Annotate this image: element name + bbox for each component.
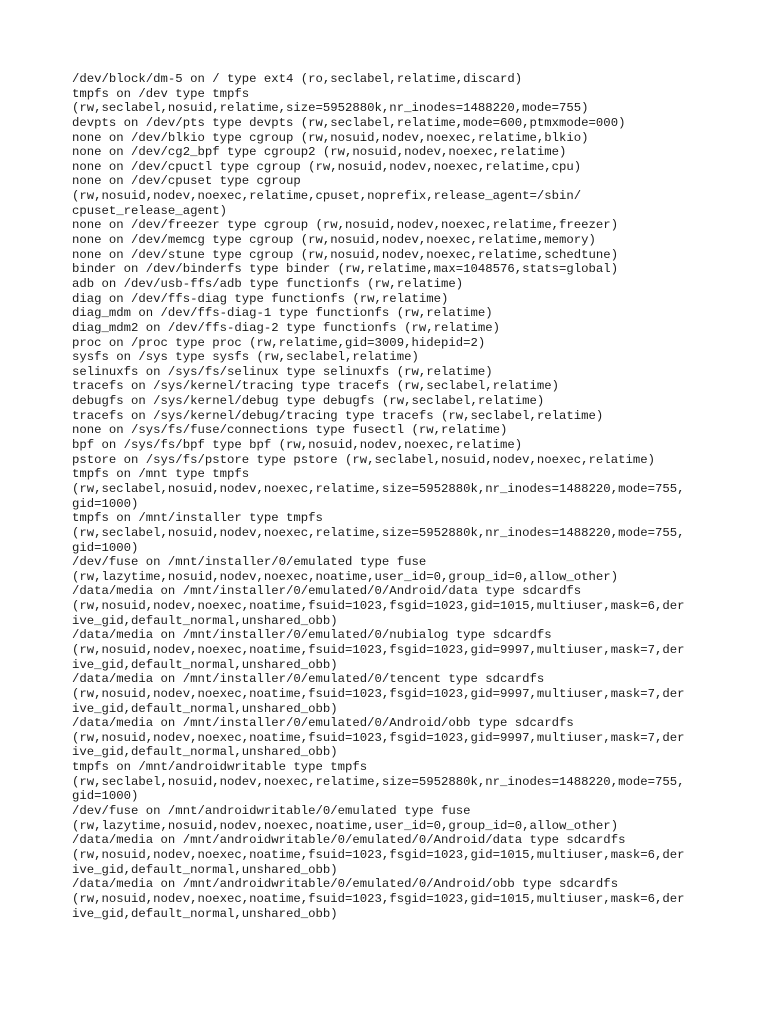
mount-line: /data/media on /mnt/installer/0/emulated/0/nubialog type sdcardfs (72, 628, 552, 643)
mount-line: adb on /dev/usb-ffs/adb type functionfs (rw,relatime) (72, 276, 464, 291)
mount-line: /dev/fuse on /mnt/installer/0/emulated type fuse (72, 555, 427, 570)
mount-line: (rw,seclabel,nosuid,nodev,noexec,relatime,size=5952880k,nr_inodes=1488220,mode=755, (72, 774, 685, 789)
mount-line: /dev/block/dm-5 on / type ext4 (ro,seclabel,relatime,discard) (72, 72, 523, 86)
mount-line: none on /dev/memcg type cgroup (rw,nosuid,nodev,noexec,relatime,memory) (72, 233, 596, 248)
mount-line: devpts on /dev/pts type devpts (rw,seclabel,relatime,mode=600,ptmxmode=000) (72, 115, 626, 130)
mount-line: none on /dev/stune type cgroup (rw,nosuid,nodev,noexec,relatime,schedtune) (72, 247, 619, 262)
mount-listing (72, 72, 702, 921)
mount-line: (rw,lazytime,nosuid,nodev,noexec,noatime,user_id=0,group_id=0,allow_other) (72, 818, 619, 833)
mount-line: diag on /dev/ffs-diag type functionfs (rw,relatime) (72, 291, 449, 306)
mount-line: ive_gid,default_normal,unshared_obb) (72, 745, 338, 760)
mount-line: ive_gid,default_normal,unshared_obb) (72, 613, 338, 628)
mount-line: none on /dev/cg2_bpf type cgroup2 (rw,nosuid,nodev,noexec,relatime) (72, 145, 567, 160)
mount-line: (rw,nosuid,nodev,noexec,noatime,fsuid=1023,fsgid=1023,gid=1015,multiuser,mask=6,der (72, 891, 685, 906)
mount-line: /dev/fuse on /mnt/androidwritable/0/emulated type fuse (72, 804, 471, 819)
mount-line: none on /dev/freezer type cgroup (rw,nosuid,nodev,noexec,relatime,freezer) (72, 218, 619, 233)
mount-line: tmpfs on /dev type tmpfs (72, 86, 250, 101)
mount-line: tmpfs on /mnt type tmpfs (72, 467, 250, 482)
mount-line: tracefs on /sys/kernel/tracing type tracefs (rw,seclabel,relatime) (72, 379, 560, 394)
mount-line: cpuset_release_agent) (72, 203, 227, 218)
mount-line: ive_gid,default_normal,unshared_obb) (72, 862, 338, 877)
mount-line: sysfs on /sys type sysfs (rw,seclabel,relatime) (72, 350, 419, 365)
mount-line: ive_gid,default_normal,unshared_obb) (72, 657, 338, 672)
mount-line: /data/media on /mnt/installer/0/emulated/0/Android/data type sdcardfs (72, 584, 582, 599)
mount-line: selinuxfs on /sys/fs/selinux type selinuxfs (rw,relatime) (72, 364, 493, 379)
mount-line: /data/media on /mnt/androidwritable/0/emulated/0/Android/obb type sdcardfs (72, 877, 619, 892)
mount-line: debugfs on /sys/kernel/debug type debugfs (rw,seclabel,relatime) (72, 394, 545, 409)
mount-line: (rw,nosuid,nodev,noexec,noatime,fsuid=1023,fsgid=1023,gid=9997,multiuser,mask=7,der (72, 730, 685, 745)
mount-line: none on /dev/cpuset type cgroup (72, 174, 301, 189)
mount-line: (rw,nosuid,nodev,noexec,noatime,fsuid=1023,fsgid=1023,gid=9997,multiuser,mask=7,der (72, 686, 685, 701)
mount-line: (rw,nosuid,nodev,noexec,relatime,cpuset,noprefix,release_agent=/sbin/ (72, 189, 582, 204)
mount-line: binder on /dev/binderfs type binder (rw,relatime,max=1048576,stats=global) (72, 262, 619, 277)
mount-line: (rw,seclabel,nosuid,relatime,size=5952880k,nr_inodes=1488220,mode=755) (72, 101, 589, 116)
mount-line: none on /dev/blkio type cgroup (rw,nosuid,nodev,noexec,relatime,blkio) (72, 130, 589, 145)
mount-line: (rw,seclabel,nosuid,nodev,noexec,relatime,size=5952880k,nr_inodes=1488220,mode=755, (72, 481, 685, 496)
mount-line: (rw,lazytime,nosuid,nodev,noexec,noatime,user_id=0,group_id=0,allow_other) (72, 569, 619, 584)
mount-line: diag_mdm on /dev/ffs-diag-1 type functionfs (rw,relatime) (72, 306, 493, 321)
mount-line: bpf on /sys/fs/bpf type bpf (rw,nosuid,nodev,noexec,relatime) (72, 438, 523, 453)
mount-line: (rw,nosuid,nodev,noexec,noatime,fsuid=1023,fsgid=1023,gid=1015,multiuser,mask=6,der (72, 599, 685, 614)
mount-line: (rw,nosuid,nodev,noexec,noatime,fsuid=1023,fsgid=1023,gid=9997,multiuser,mask=7,der (72, 642, 685, 657)
mount-line: none on /sys/fs/fuse/connections type fusectl (rw,relatime) (72, 423, 508, 438)
mount-line: none on /dev/cpuctl type cgroup (rw,nosuid,nodev,noexec,relatime,cpu) (72, 159, 582, 174)
mount-line: pstore on /sys/fs/pstore type pstore (rw,seclabel,nosuid,nodev,noexec,relatime) (72, 452, 655, 467)
mount-line: tracefs on /sys/kernel/debug/tracing type tracefs (rw,seclabel,relatime) (72, 408, 604, 423)
mount-line: (rw,seclabel,nosuid,nodev,noexec,relatime,size=5952880k,nr_inodes=1488220,mode=755, (72, 525, 685, 540)
mount-line: gid=1000) (72, 789, 139, 804)
mount-line: tmpfs on /mnt/installer type tmpfs (72, 511, 323, 526)
mount-line: /data/media on /mnt/installer/0/emulated/0/tencent type sdcardfs (72, 672, 545, 687)
mount-line: gid=1000) (72, 496, 139, 511)
mount-line: ive_gid,default_normal,unshared_obb) (72, 701, 338, 716)
mount-line: (rw,nosuid,nodev,noexec,noatime,fsuid=1023,fsgid=1023,gid=1015,multiuser,mask=6,der (72, 847, 685, 862)
mount-line: proc on /proc type proc (rw,relatime,gid=3009,hidepid=2) (72, 335, 486, 350)
mount-line: ive_gid,default_normal,unshared_obb) (72, 906, 338, 921)
mount-line: gid=1000) (72, 540, 139, 555)
mount-line: /data/media on /mnt/installer/0/emulated/0/Android/obb type sdcardfs (72, 716, 574, 731)
mount-line: tmpfs on /mnt/androidwritable type tmpfs (72, 760, 368, 775)
mount-line: /data/media on /mnt/androidwritable/0/emulated/0/Android/data type sdcardfs (72, 833, 626, 848)
mount-line: diag_mdm2 on /dev/ffs-diag-2 type functionfs (rw,relatime) (72, 320, 501, 335)
